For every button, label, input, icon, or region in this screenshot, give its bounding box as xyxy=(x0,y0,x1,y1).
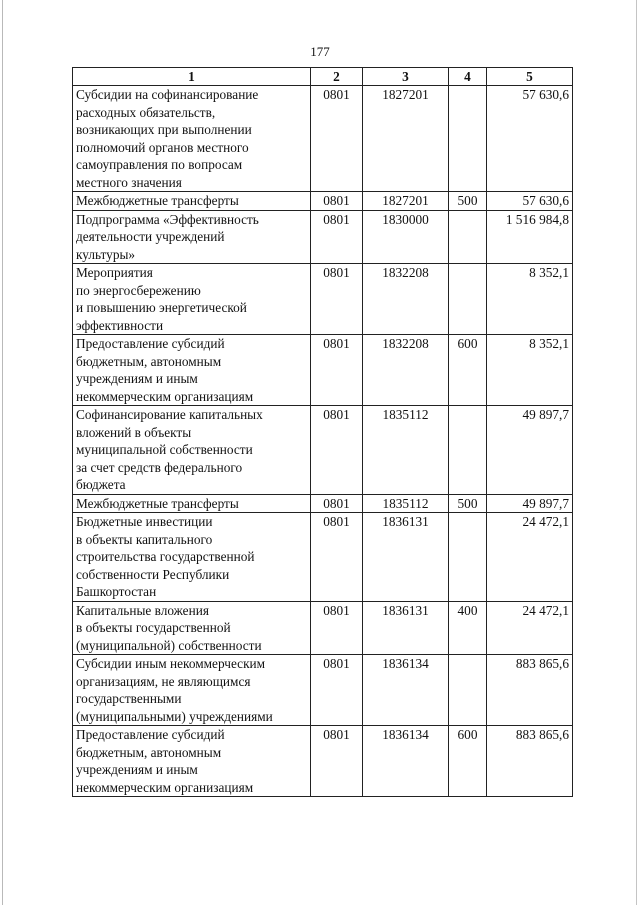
row-code: 1836131 xyxy=(363,513,449,602)
row-name: Предоставление субсидий бюджетным, автономным учреждениям и иным некоммерческим организациям xyxy=(73,726,311,797)
row-type: 600 xyxy=(449,726,487,797)
row-amount: 883 865,6 xyxy=(487,655,573,726)
row-type xyxy=(449,655,487,726)
row-code: 1835112 xyxy=(363,494,449,513)
row-amount: 49 897,7 xyxy=(487,494,573,513)
row-type: 400 xyxy=(449,601,487,655)
table-row xyxy=(73,192,573,211)
row-section: 0801 xyxy=(311,513,363,602)
row-type xyxy=(449,264,487,335)
row-section: 0801 xyxy=(311,210,363,264)
page-edge-right xyxy=(636,0,637,905)
row-section: 0801 xyxy=(311,494,363,513)
table-row xyxy=(73,86,573,192)
row-amount: 49 897,7 xyxy=(487,406,573,495)
row-code: 1836131 xyxy=(363,601,449,655)
row-name: Капитальные вложения в объекты государственной (муниципальной) собственности xyxy=(73,601,311,655)
row-code: 1832208 xyxy=(363,264,449,335)
row-type xyxy=(449,86,487,192)
table-header-row xyxy=(73,68,573,86)
row-type xyxy=(449,513,487,602)
row-amount: 57 630,6 xyxy=(487,192,573,211)
row-code: 1836134 xyxy=(363,726,449,797)
row-type: 500 xyxy=(449,494,487,513)
row-code: 1836134 xyxy=(363,655,449,726)
table-row xyxy=(73,513,573,602)
row-amount: 57 630,6 xyxy=(487,86,573,192)
budget-table xyxy=(72,67,573,797)
table-row xyxy=(73,264,573,335)
row-amount: 1 516 984,8 xyxy=(487,210,573,264)
row-name: Субсидии на софинансирование расходных обязательств, возникающих при выполнении полномочий органов местного самоуправления по вопросам местного значения xyxy=(73,86,311,192)
row-name: Межбюджетные трансферты xyxy=(73,192,311,211)
row-code: 1835112 xyxy=(363,406,449,495)
table-row xyxy=(73,655,573,726)
row-name: Подпрограмма «Эффективность деятельности учреждений культуры» xyxy=(73,210,311,264)
row-type: 600 xyxy=(449,335,487,406)
row-name: Бюджетные инвестиции в объекты капитального строительства государственной собственности Республики Башкортостан xyxy=(73,513,311,602)
column-header-amount: 5 xyxy=(487,68,573,86)
row-type xyxy=(449,210,487,264)
row-name: Софинансирование капитальных вложений в объекты муниципальной собственности за счет средств федерального бюджета xyxy=(73,406,311,495)
row-type: 500 xyxy=(449,192,487,211)
row-code: 1827201 xyxy=(363,86,449,192)
row-code: 1827201 xyxy=(363,192,449,211)
row-amount: 883 865,6 xyxy=(487,726,573,797)
table-row xyxy=(73,494,573,513)
row-code: 1830000 xyxy=(363,210,449,264)
row-section: 0801 xyxy=(311,335,363,406)
row-amount: 8 352,1 xyxy=(487,335,573,406)
table-row xyxy=(73,726,573,797)
column-header-name: 1 xyxy=(73,68,311,86)
row-amount: 24 472,1 xyxy=(487,513,573,602)
row-name: Субсидии иным некоммерческим организациям, не являющимся государственными (муниципальными) учреждениями xyxy=(73,655,311,726)
row-section: 0801 xyxy=(311,726,363,797)
row-name: Мероприятия по энергосбережению и повышению энергетической эффективности xyxy=(73,264,311,335)
row-amount: 24 472,1 xyxy=(487,601,573,655)
table-row xyxy=(73,210,573,264)
table-row xyxy=(73,601,573,655)
row-section: 0801 xyxy=(311,406,363,495)
table-row xyxy=(73,335,573,406)
row-code: 1832208 xyxy=(363,335,449,406)
row-section: 0801 xyxy=(311,601,363,655)
row-name: Предоставление субсидий бюджетным, автономным учреждениям и иным некоммерческим организациям xyxy=(73,335,311,406)
row-section: 0801 xyxy=(311,655,363,726)
row-type xyxy=(449,406,487,495)
column-header-code: 3 xyxy=(363,68,449,86)
column-header-type: 4 xyxy=(449,68,487,86)
row-section: 0801 xyxy=(311,264,363,335)
row-section: 0801 xyxy=(311,192,363,211)
row-section: 0801 xyxy=(311,86,363,192)
row-name: Межбюджетные трансферты xyxy=(73,494,311,513)
page-edge-left xyxy=(2,0,3,905)
page-number: 177 xyxy=(310,44,330,59)
column-header-section: 2 xyxy=(311,68,363,86)
table-row xyxy=(73,406,573,495)
row-amount: 8 352,1 xyxy=(487,264,573,335)
